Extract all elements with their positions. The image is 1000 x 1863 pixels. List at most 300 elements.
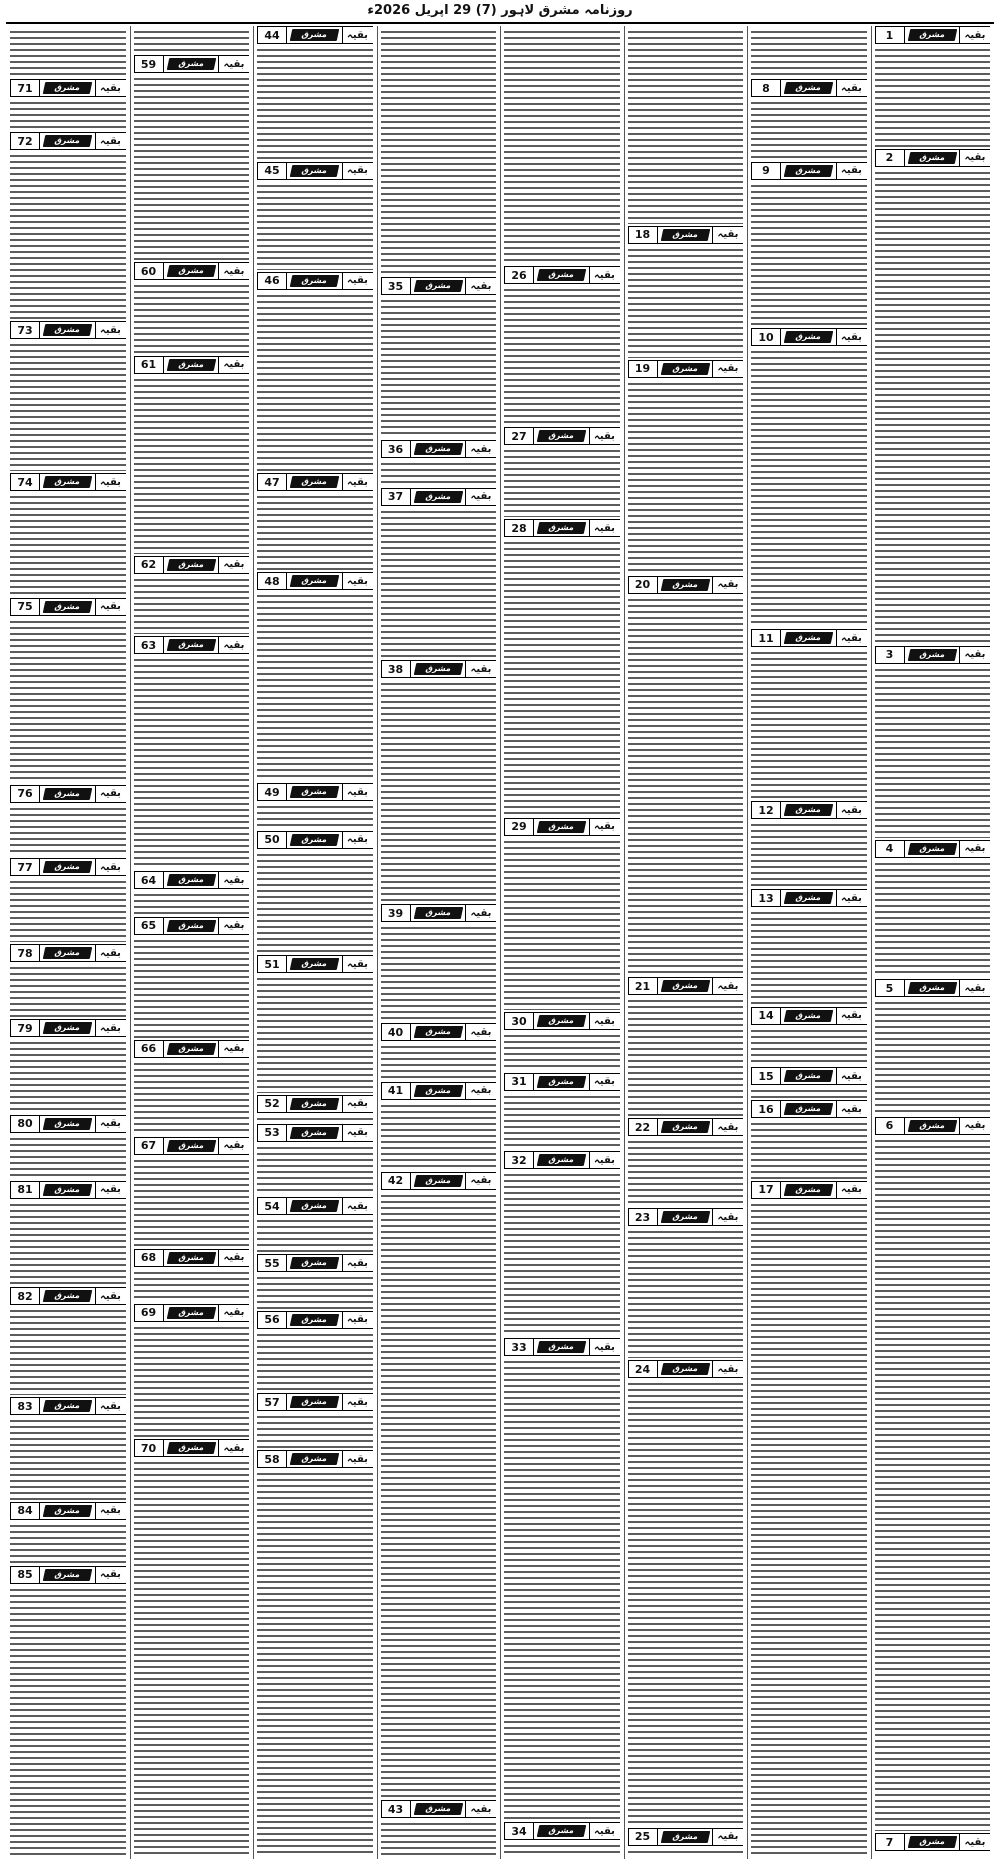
continuation-number: 7 xyxy=(875,1834,905,1850)
column-5 xyxy=(379,26,499,1859)
continuation-number: 81 xyxy=(10,1182,40,1198)
article-text xyxy=(626,246,746,358)
continuation-header xyxy=(134,917,250,935)
article-text xyxy=(626,596,746,975)
baqiya-label: بقیہ xyxy=(218,357,249,373)
mashriq-logo: مشرق xyxy=(290,476,339,488)
continuation-number: 27 xyxy=(504,428,534,444)
continuation-number: 61 xyxy=(134,357,164,373)
continuation-number: 68 xyxy=(134,1250,164,1266)
mashriq-logo: مشرق xyxy=(166,559,215,571)
baqiya-label: بقیہ xyxy=(95,1288,126,1304)
continuation-header xyxy=(257,26,373,44)
continuation-header xyxy=(875,979,991,997)
baqiya-label: بقیہ xyxy=(589,267,620,283)
article-text xyxy=(8,1417,128,1499)
mashriq-logo: مشرق xyxy=(784,632,833,644)
baqiya-label: بقیہ xyxy=(589,1152,620,1168)
continuation-header xyxy=(257,1450,373,1468)
continuation-header xyxy=(257,831,373,849)
continuation-number: 41 xyxy=(381,1083,411,1099)
continuation-header xyxy=(257,1095,373,1113)
mashriq-logo: مشرق xyxy=(660,1121,709,1133)
continuation-number: 6 xyxy=(875,1118,905,1134)
baqiya-label: بقیہ xyxy=(342,784,373,800)
continuation-header xyxy=(257,1197,373,1215)
mashriq-logo: مشرق xyxy=(43,476,92,488)
article-text xyxy=(8,99,128,130)
baqiya-label: بقیہ xyxy=(95,1020,126,1036)
continuation-number: 63 xyxy=(134,637,164,653)
article-text xyxy=(626,1380,746,1825)
continuation-header xyxy=(134,1040,250,1058)
article-text xyxy=(749,1120,869,1179)
continuation-number: 12 xyxy=(751,802,781,818)
article-text xyxy=(379,680,499,902)
continuation-header xyxy=(751,1100,867,1118)
continuation-number: 64 xyxy=(134,872,164,888)
continuation-number: 11 xyxy=(751,630,781,646)
continuation-number: 50 xyxy=(257,832,287,848)
continuation-header xyxy=(504,818,620,836)
mashriq-logo: مشرق xyxy=(907,29,956,41)
article-text xyxy=(379,1043,499,1080)
continuation-number: 62 xyxy=(134,557,164,573)
article-text xyxy=(749,821,869,887)
article-text xyxy=(8,1135,128,1179)
baqiya-label: بقیہ xyxy=(465,905,496,921)
mashriq-logo: مشرق xyxy=(43,1505,92,1517)
continuation-number: 43 xyxy=(381,1801,411,1817)
mashriq-logo: مشرق xyxy=(537,1076,586,1088)
continuation-number: 31 xyxy=(504,1074,534,1090)
continuation-number: 46 xyxy=(257,273,287,289)
article-text xyxy=(255,1413,375,1448)
continuation-number: 29 xyxy=(504,819,534,835)
continuation-number: 49 xyxy=(257,784,287,800)
mashriq-logo: مشرق xyxy=(907,1836,956,1848)
continuation-number: 53 xyxy=(257,1125,287,1141)
continuation-number: 5 xyxy=(875,980,905,996)
baqiya-label: بقیہ xyxy=(218,1305,249,1321)
continuation-number: 28 xyxy=(504,520,534,536)
mashriq-logo: مشرق xyxy=(537,430,586,442)
baqiya-label: بقیہ xyxy=(589,428,620,444)
mashriq-logo: مشرق xyxy=(43,861,92,873)
continuation-number: 85 xyxy=(10,1567,40,1583)
baqiya-label: بقیہ xyxy=(836,80,867,96)
mashriq-logo: مشرق xyxy=(907,649,956,661)
article-text xyxy=(132,1324,252,1438)
continuation-number: 2 xyxy=(875,150,905,166)
continuation-header xyxy=(875,646,991,664)
article-text xyxy=(749,99,869,159)
article-text xyxy=(255,1115,375,1122)
baqiya-label: بقیہ xyxy=(959,1834,990,1850)
continuation-number: 82 xyxy=(10,1288,40,1304)
mashriq-logo: مشرق xyxy=(166,1307,215,1319)
article-text xyxy=(8,28,128,77)
article-text xyxy=(749,909,869,1004)
mashriq-logo: مشرق xyxy=(537,522,586,534)
baqiya-label: بقیہ xyxy=(95,474,126,490)
baqiya-label: بقیہ xyxy=(712,361,743,377)
mashriq-logo: مشرق xyxy=(907,843,956,855)
article-text xyxy=(626,1228,746,1358)
continuation-number: 10 xyxy=(751,329,781,345)
mashriq-logo: مشرق xyxy=(537,821,586,833)
continuation-number: 48 xyxy=(257,573,287,589)
mashriq-logo: مشرق xyxy=(166,639,215,651)
baqiya-label: بقیہ xyxy=(836,630,867,646)
baqiya-label: بقیہ xyxy=(959,647,990,663)
mashriq-logo: مشرق xyxy=(43,1184,92,1196)
mashriq-logo: مشرق xyxy=(290,1453,339,1465)
continuation-number: 66 xyxy=(134,1041,164,1057)
article-text xyxy=(8,1307,128,1395)
continuation-header xyxy=(504,427,620,445)
article-text xyxy=(502,1842,622,1857)
continuation-header xyxy=(10,1502,126,1520)
continuation-header xyxy=(751,801,867,819)
continuation-header xyxy=(751,79,867,97)
continuation-header xyxy=(257,1124,373,1142)
baqiya-label: بقیہ xyxy=(465,1801,496,1817)
mashriq-logo: مشرق xyxy=(43,1569,92,1581)
mashriq-logo: مشرق xyxy=(413,280,462,292)
baqiya-label: بقیہ xyxy=(342,573,373,589)
mashriq-logo: مشرق xyxy=(413,1085,462,1097)
column-divider xyxy=(130,26,131,1859)
baqiya-label: بقیہ xyxy=(342,832,373,848)
mashriq-logo: مشرق xyxy=(290,1200,339,1212)
continuation-header xyxy=(504,1073,620,1091)
continuation-number: 36 xyxy=(381,441,411,457)
continuation-header xyxy=(751,1007,867,1025)
article-text xyxy=(626,1848,746,1857)
baqiya-label: بقیہ xyxy=(465,1024,496,1040)
mashriq-logo: مشرق xyxy=(166,265,215,277)
continuation-number: 8 xyxy=(751,80,781,96)
article-text xyxy=(873,46,993,147)
mashriq-logo: مشرق xyxy=(166,1140,215,1152)
continuation-number: 21 xyxy=(628,978,658,994)
article-text xyxy=(8,964,128,1017)
article-text xyxy=(255,1470,375,1857)
mashriq-logo: مشرق xyxy=(537,269,586,281)
mashriq-logo: مشرق xyxy=(784,331,833,343)
baqiya-label: بقیہ xyxy=(589,1339,620,1355)
column-2 xyxy=(749,26,869,1859)
continuation-header xyxy=(134,1249,250,1267)
continuation-header xyxy=(628,1118,744,1136)
article-text xyxy=(626,28,746,224)
mashriq-logo: مشرق xyxy=(43,1118,92,1130)
continuation-number: 54 xyxy=(257,1198,287,1214)
continuation-number: 74 xyxy=(10,474,40,490)
continuation-header xyxy=(257,955,373,973)
continuation-number: 65 xyxy=(134,918,164,934)
column-8 xyxy=(8,26,128,1859)
baqiya-label: بقیہ xyxy=(95,1182,126,1198)
baqiya-label: بقیہ xyxy=(342,163,373,179)
continuation-header xyxy=(10,473,126,491)
mashriq-logo: مشرق xyxy=(166,920,215,932)
article-text xyxy=(749,1027,869,1065)
continuation-header xyxy=(10,1397,126,1415)
continuation-number: 77 xyxy=(10,859,40,875)
continuation-number: 70 xyxy=(134,1440,164,1456)
baqiya-label: بقیہ xyxy=(342,27,373,43)
baqiya-label: بقیہ xyxy=(342,956,373,972)
baqiya-label: بقیہ xyxy=(218,1250,249,1266)
mashriq-logo: مشرق xyxy=(290,575,339,587)
mashriq-logo: مشرق xyxy=(290,1314,339,1326)
mashriq-logo: مشرق xyxy=(166,359,215,371)
baqiya-label: بقیہ xyxy=(589,1823,620,1839)
baqiya-label: بقیہ xyxy=(465,489,496,505)
mashriq-logo: مشرق xyxy=(660,579,709,591)
continuation-header xyxy=(504,1338,620,1356)
mashriq-logo: مشرق xyxy=(290,1396,339,1408)
baqiya-label: بقیہ xyxy=(589,819,620,835)
continuation-number: 55 xyxy=(257,1255,287,1271)
baqiya-label: بقیہ xyxy=(342,1096,373,1112)
article-text xyxy=(8,1586,128,1857)
continuation-header xyxy=(257,572,373,590)
article-text xyxy=(8,618,128,783)
continuation-number: 23 xyxy=(628,1209,658,1225)
article-text xyxy=(502,539,622,816)
article-text xyxy=(255,493,375,570)
continuation-number: 39 xyxy=(381,905,411,921)
continuation-header xyxy=(134,55,250,73)
mashriq-logo: مشرق xyxy=(166,58,215,70)
mashriq-logo: مشرق xyxy=(784,1070,833,1082)
continuation-header xyxy=(628,1208,744,1226)
continuation-header xyxy=(751,629,867,647)
continuation-header xyxy=(134,1137,250,1155)
continuation-number: 58 xyxy=(257,1451,287,1467)
baqiya-label: بقیہ xyxy=(836,329,867,345)
baqiya-label: بقیہ xyxy=(95,859,126,875)
continuation-number: 18 xyxy=(628,227,658,243)
continuation-header xyxy=(134,556,250,574)
baqiya-label: بقیہ xyxy=(342,1198,373,1214)
baqiya-label: بقیہ xyxy=(218,557,249,573)
baqiya-label: بقیہ xyxy=(218,637,249,653)
continuation-header xyxy=(134,1439,250,1457)
mashriq-logo: مشرق xyxy=(660,980,709,992)
mashriq-logo: مشرق xyxy=(413,1175,462,1187)
baqiya-label: بقیہ xyxy=(95,1503,126,1519)
continuation-header xyxy=(504,1151,620,1169)
baqiya-label: بقیہ xyxy=(959,1118,990,1134)
article-text xyxy=(255,975,375,1092)
article-text xyxy=(132,1157,252,1247)
mashriq-logo: مشرق xyxy=(43,601,92,613)
continuation-header xyxy=(10,944,126,962)
mashriq-logo: مشرق xyxy=(290,1257,339,1269)
article-text xyxy=(255,851,375,954)
article-text xyxy=(132,282,252,353)
continuation-number: 72 xyxy=(10,133,40,149)
baqiya-label: بقیہ xyxy=(95,322,126,338)
continuation-number: 30 xyxy=(504,1013,534,1029)
article-text xyxy=(255,803,375,829)
article-text xyxy=(132,576,252,635)
continuation-header xyxy=(381,904,497,922)
continuation-number: 26 xyxy=(504,267,534,283)
baqiya-label: بقیہ xyxy=(465,1083,496,1099)
continuation-header xyxy=(628,1828,744,1846)
mashriq-logo: مشرق xyxy=(43,1022,92,1034)
mashriq-logo: مشرق xyxy=(537,1825,586,1837)
article-text xyxy=(379,1820,499,1857)
continuation-number: 57 xyxy=(257,1394,287,1410)
continuation-number: 80 xyxy=(10,1116,40,1132)
continuation-header xyxy=(257,162,373,180)
article-text xyxy=(626,997,746,1116)
baqiya-label: بقیہ xyxy=(218,56,249,72)
column-divider xyxy=(624,26,625,1859)
continuation-number: 79 xyxy=(10,1020,40,1036)
article-text xyxy=(379,1192,499,1799)
column-divider xyxy=(500,26,501,1859)
continuation-header xyxy=(381,440,497,458)
mashriq-logo: مشرق xyxy=(660,1211,709,1223)
continuation-header xyxy=(875,149,991,167)
article-text xyxy=(626,380,746,574)
mashriq-logo: مشرق xyxy=(290,958,339,970)
continuation-header xyxy=(257,272,373,290)
continuation-header xyxy=(10,1181,126,1199)
continuation-header xyxy=(875,840,991,858)
mashriq-logo: مشرق xyxy=(660,363,709,375)
mashriq-logo: مشرق xyxy=(43,324,92,336)
continuation-header xyxy=(10,785,126,803)
continuation-header xyxy=(10,321,126,339)
column-1 xyxy=(873,26,993,1859)
baqiya-label: بقیہ xyxy=(465,278,496,294)
baqiya-label: بقیہ xyxy=(589,520,620,536)
mashriq-logo: مشرق xyxy=(413,907,462,919)
mashriq-logo: مشرق xyxy=(537,1154,586,1166)
continuation-number: 69 xyxy=(134,1305,164,1321)
continuation-number: 73 xyxy=(10,322,40,338)
continuation-number: 84 xyxy=(10,1503,40,1519)
baqiya-label: بقیہ xyxy=(465,661,496,677)
baqiya-label: بقیہ xyxy=(342,273,373,289)
article-text xyxy=(502,1032,622,1070)
baqiya-label: بقیہ xyxy=(959,980,990,996)
baqiya-label: بقیہ xyxy=(712,227,743,243)
continuation-number: 45 xyxy=(257,163,287,179)
continuation-header xyxy=(751,162,867,180)
continuation-header xyxy=(381,1023,497,1041)
continuation-number: 32 xyxy=(504,1152,534,1168)
mashriq-logo: مشرق xyxy=(660,1363,709,1375)
article-text xyxy=(8,341,128,471)
continuation-number: 4 xyxy=(875,841,905,857)
baqiya-label: بقیہ xyxy=(959,150,990,166)
continuation-header xyxy=(134,636,250,654)
mashriq-logo: مشرق xyxy=(43,788,92,800)
column-divider xyxy=(253,26,254,1859)
continuation-number: 76 xyxy=(10,786,40,802)
continuation-header xyxy=(628,576,744,594)
mashriq-logo: مشرق xyxy=(907,982,956,994)
article-text xyxy=(255,1274,375,1309)
article-text xyxy=(8,1039,128,1112)
continuation-number: 35 xyxy=(381,278,411,294)
continuation-header xyxy=(257,783,373,801)
article-text xyxy=(255,592,375,781)
mashriq-logo: مشرق xyxy=(784,892,833,904)
article-text xyxy=(749,1201,869,1857)
article-text xyxy=(749,182,869,327)
mashriq-logo: مشرق xyxy=(290,1127,339,1139)
continuation-header xyxy=(504,519,620,537)
article-text xyxy=(132,28,252,53)
mashriq-logo: مشرق xyxy=(166,874,215,886)
article-text xyxy=(873,999,993,1114)
mashriq-logo: مشرق xyxy=(413,663,462,675)
continuation-number: 1 xyxy=(875,27,905,43)
continuation-header xyxy=(875,1117,991,1135)
column-3 xyxy=(626,26,746,1859)
mashriq-logo: مشرق xyxy=(413,443,462,455)
continuation-number: 38 xyxy=(381,661,411,677)
continuation-header xyxy=(751,328,867,346)
continuation-number: 44 xyxy=(257,27,287,43)
baqiya-label: بقیہ xyxy=(836,1101,867,1117)
continuation-number: 60 xyxy=(134,263,164,279)
article-text xyxy=(379,460,499,486)
article-text xyxy=(8,493,128,596)
article-text xyxy=(132,1459,252,1857)
baqiya-label: بقیہ xyxy=(589,1013,620,1029)
continuation-header xyxy=(751,889,867,907)
article-text xyxy=(132,656,252,869)
mashriq-logo: مشرق xyxy=(784,1184,833,1196)
continuation-number: 83 xyxy=(10,1398,40,1414)
baqiya-label: بقیہ xyxy=(712,1209,743,1225)
baqiya-label: بقیہ xyxy=(836,890,867,906)
column-6 xyxy=(255,26,375,1859)
baqiya-label: بقیہ xyxy=(712,978,743,994)
baqiya-label: بقیہ xyxy=(95,133,126,149)
continuation-number: 37 xyxy=(381,489,411,505)
continuation-number: 14 xyxy=(751,1008,781,1024)
baqiya-label: بقیہ xyxy=(712,1119,743,1135)
continuation-header xyxy=(628,360,744,378)
article-text xyxy=(749,1087,869,1098)
continuation-header xyxy=(381,277,497,295)
baqiya-label: بقیہ xyxy=(589,1074,620,1090)
continuation-number: 40 xyxy=(381,1024,411,1040)
mashriq-logo: مشرق xyxy=(166,1442,215,1454)
continuation-header xyxy=(134,356,250,374)
mashriq-logo: مشرق xyxy=(784,82,833,94)
continuation-number: 47 xyxy=(257,474,287,490)
article-text xyxy=(255,46,375,160)
page-masthead: روزنامہ مشرق لاہور (7) 29 اپریل 2026ء xyxy=(367,3,633,18)
continuation-number: 34 xyxy=(504,1823,534,1839)
baqiya-label: بقیہ xyxy=(712,1829,743,1845)
article-text xyxy=(502,1358,622,1820)
continuation-number: 78 xyxy=(10,945,40,961)
